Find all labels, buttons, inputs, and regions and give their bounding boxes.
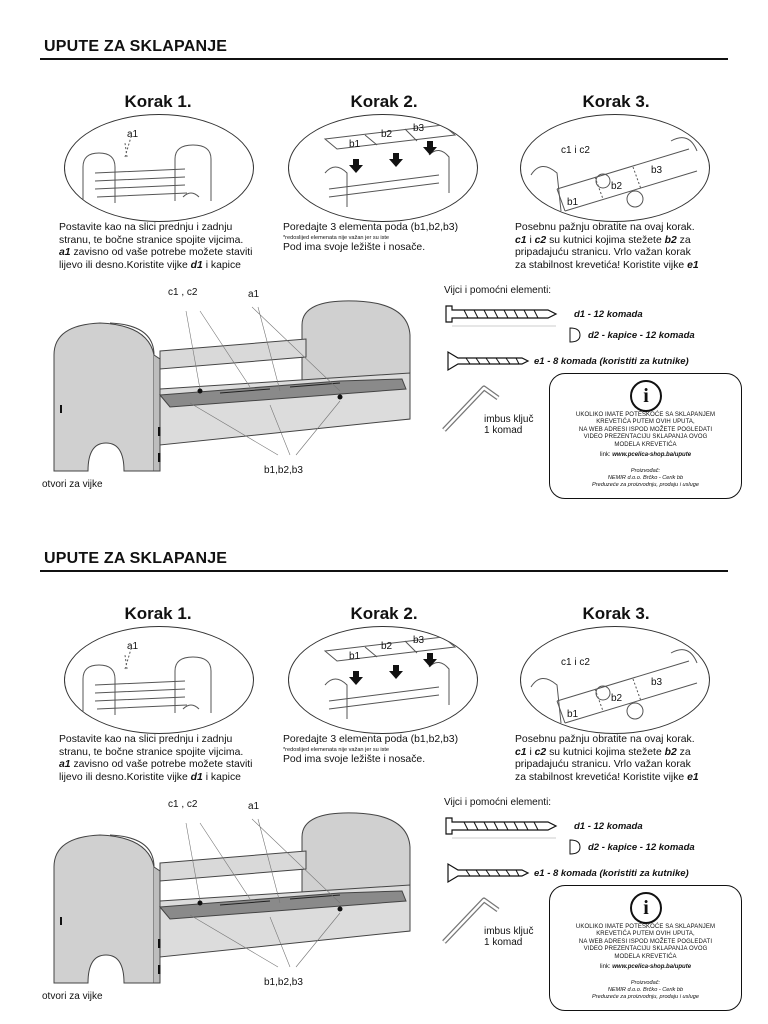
- label-b3: b3: [413, 635, 425, 646]
- hardware-title: Vijci i pomoćni elementi:: [444, 285, 552, 296]
- title-rule: [40, 570, 728, 572]
- label-b2: b2: [381, 129, 393, 140]
- cap-icon: [568, 838, 584, 856]
- step-1-illustration: [64, 626, 254, 734]
- step-2-text: Poredajte 3 elementa poda (b1,b2,b3) *redoslijed elemenata nije važan jer su iste Pod ima svoje ležište i nosače.: [283, 734, 459, 765]
- label-b2: b2: [611, 693, 623, 704]
- label-b1: b1: [567, 197, 579, 208]
- step-3-text: Posebnu pažnju obratite na ovaj korak. c1 i c2 su kutnici kojima stežete b2 za pripadajuću stranicu. Vrlo važan korak za stabilnost krevetića! Koristite vijke e1: [515, 222, 699, 271]
- step-2-illustration: [288, 114, 478, 222]
- info-link[interactable]: link: www.pcelica-shop.ba/upute: [599, 964, 692, 970]
- info-link[interactable]: link: www.pcelica-shop.ba/upute: [599, 452, 692, 458]
- hardware-d2: d2 - kapice - 12 komada: [588, 330, 695, 341]
- step-1-text: Postavite kao na slici prednju i zadnju stranu, te bočne stranice spojite vijcima. a1 zavisno od vaše potrebe možete staviti lijevo ili desno.Koristite vijke d1 i kapice: [59, 222, 253, 271]
- label-holes: otvori za vijke: [42, 479, 103, 490]
- info-icon: i: [630, 380, 662, 412]
- step-1-heading: Korak 1.: [124, 92, 192, 111]
- label-b1-b2-b3: b1,b2,b3: [264, 977, 303, 988]
- label-c1-c2: c1 i c2: [561, 657, 590, 668]
- hardware-d1: d1 - 12 komada: [574, 821, 643, 832]
- hardware-e1: e1 - 8 komada (koristiti za kutnike): [534, 868, 689, 879]
- producer-info: Proizvođač: NEMIR d.o.o. Brčko - Cerik bb Preduzeće za proizvodnju, prodaju i usluge: [592, 980, 699, 1000]
- step-3-heading: Korak 3.: [582, 92, 650, 111]
- label-a1: a1: [127, 129, 139, 140]
- step-1-heading: Korak 1.: [124, 604, 192, 623]
- title-rule: [40, 58, 728, 60]
- label-b3: b3: [651, 677, 663, 688]
- assembled-bed-illustration: [40, 799, 440, 1002]
- step-1-illustration: [64, 114, 254, 222]
- step-2-heading: Korak 2.: [350, 92, 418, 111]
- step-1-text: Postavite kao na slici prednju i zadnju stranu, te bočne stranice spojite vijcima. a1 zavisno od vaše potrebe možete staviti lijevo ili desno.Koristite vijke d1 i kapice: [59, 734, 253, 783]
- step-2-heading: Korak 2.: [350, 604, 418, 623]
- step-3-illustration: [520, 626, 710, 734]
- label-c1-c2: c1 i c2: [561, 145, 590, 156]
- hardware-e1: e1 - 8 komada (koristiti za kutnike): [534, 356, 689, 367]
- label-b1-b2-b3: b1,b2,b3: [264, 465, 303, 476]
- info-box: [549, 885, 742, 1011]
- label-c1-c2: c1 , c2: [168, 799, 198, 810]
- label-b3: b3: [651, 165, 663, 176]
- label-b1: b1: [567, 709, 579, 720]
- assembled-bed-illustration: [40, 287, 440, 490]
- label-a1: a1: [248, 801, 260, 812]
- page-title: UPUTE ZA SKLAPANJE: [44, 550, 228, 567]
- step-3-text: Posebnu pažnju obratite na ovaj korak. c1 i c2 su kutnici kojima stežete b2 za pripadajuću stranicu. Vrlo važan korak za stabilnost krevetića! Koristite vijke e1: [515, 734, 699, 783]
- info-icon: i: [630, 892, 662, 924]
- label-a1: a1: [248, 289, 260, 300]
- label-c1-c2: c1 , c2: [168, 287, 198, 298]
- label-b3: b3: [413, 123, 425, 134]
- step-2-text: Poredajte 3 elementa poda (b1,b2,b3) *redoslijed elemenata nije važan jer su iste Pod ima svoje ležište i nosače.: [283, 222, 459, 253]
- step-3-heading: Korak 3.: [582, 604, 650, 623]
- wood-screw-icon: [446, 862, 530, 884]
- allen-key-label: imbus ključ 1 komad: [484, 414, 534, 436]
- hardware-d2: d2 - kapice - 12 komada: [588, 842, 695, 853]
- dowel-screw-icon: [444, 300, 564, 330]
- label-b1: b1: [349, 651, 361, 662]
- step-3-illustration: [520, 114, 710, 222]
- hardware-title: Vijci i pomoćni elementi:: [444, 797, 552, 808]
- producer-info: Proizvođač: NEMIR d.o.o. Brčko - Cerik bb Preduzeće za proizvodnju, prodaju i usluge: [592, 468, 699, 488]
- step-2-illustration: [288, 626, 478, 734]
- info-text: UKOLIKO IMATE POTEŠKOĆE SA SKLAPANJEM KREVETIĆA PUTEM OVIH UPUTA, NA WEB ADRESI ISPOD MOŽETE POGLEDATI VIDEO PREZENTACIJU SKLAPANJA OVOG MODELA KREVETIĆA: [575, 924, 716, 960]
- hardware-d1: d1 - 12 komada: [574, 309, 643, 320]
- label-b1: b1: [349, 139, 361, 150]
- label-b2: b2: [381, 641, 393, 652]
- wood-screw-icon: [446, 350, 530, 372]
- instructions-sheet-bottom: [0, 512, 768, 1024]
- page-title: UPUTE ZA SKLAPANJE: [44, 38, 228, 55]
- info-box: [549, 373, 742, 499]
- label-holes: otvori za vijke: [42, 991, 103, 1002]
- label-b2: b2: [611, 181, 623, 192]
- allen-key-label: imbus ključ 1 komad: [484, 926, 534, 948]
- cap-icon: [568, 326, 584, 344]
- info-text: UKOLIKO IMATE POTEŠKOĆE SA SKLAPANJEM KREVETIĆA PUTEM OVIH UPUTA, NA WEB ADRESI ISPOD MOŽETE POGLEDATI VIDEO PREZENTACIJU SKLAPANJA OVOG MODELA KREVETIĆA: [575, 412, 716, 448]
- label-a1: a1: [127, 641, 139, 652]
- dowel-screw-icon: [444, 812, 564, 842]
